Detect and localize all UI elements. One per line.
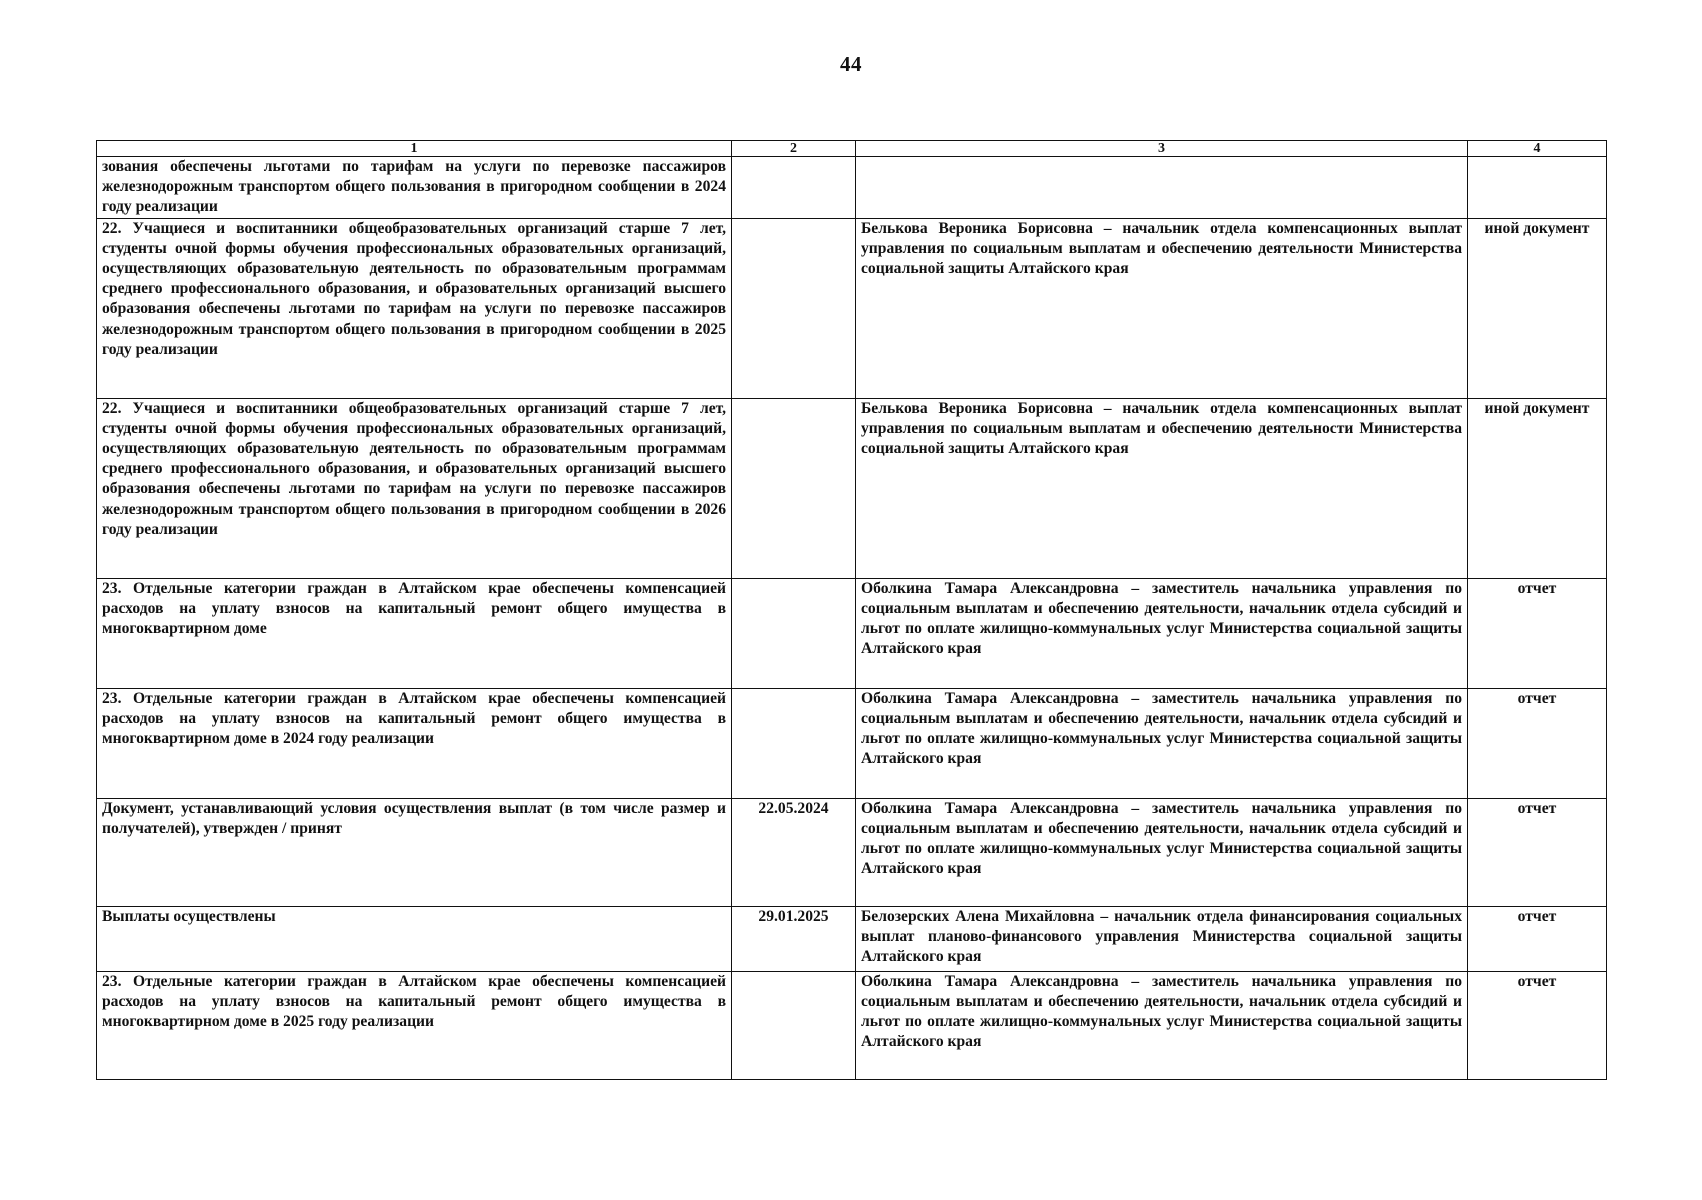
date-cell	[732, 971, 856, 1079]
responsible-cell: Оболкина Тамара Александровна – заместитель начальника управления по социальным выплатам и обеспечению деятельности, начальник отдела субсидий и льгот по оплате жилищно-коммунальных услуг Министерства социальной защиты Алтайского края	[856, 578, 1468, 688]
event-name-cell: 22. Учащиеся и воспитанники общеобразовательных организаций старше 7 лет, студенты очной формы обучения профессиональных образовательных организаций, осуществляющих образовательную деятельность по образовательным программам среднего профессионального образования, и образовательных организаций высшего образования обеспечены льготами по тарифам на услуги по перевозке пассажиров железнодорожным транспортом общего пользования в пригородном сообщении в 2025 году реализации	[97, 218, 732, 398]
table-row	[97, 398, 1607, 578]
document-type-cell	[1468, 157, 1607, 219]
date-cell: 22.05.2024	[732, 798, 856, 906]
document-table	[96, 140, 1607, 1080]
date-cell	[732, 398, 856, 578]
event-name-cell: 22. Учащиеся и воспитанники общеобразовательных организаций старше 7 лет, студенты очной формы обучения профессиональных образовательных организаций, осуществляющих образовательную деятельность по образовательным программам среднего профессионального образования, и образовательных организаций высшего образования обеспечены льготами по тарифам на услуги по перевозке пассажиров железнодорожным транспортом общего пользования в пригородном сообщении в 2026 году реализации	[97, 398, 732, 578]
event-name-cell: Документ, устанавливающий условия осуществления выплат (в том числе размер и получателей), утвержден / принят	[97, 798, 732, 906]
date-cell	[732, 578, 856, 688]
date-cell	[732, 688, 856, 798]
column-header-3: 3	[856, 141, 1468, 157]
table-row	[97, 688, 1607, 798]
responsible-cell	[856, 157, 1468, 219]
date-cell: 29.01.2025	[732, 906, 856, 971]
table-row	[97, 218, 1607, 398]
date-cell	[732, 218, 856, 398]
page-number: 44	[840, 52, 862, 76]
responsible-cell: Оболкина Тамара Александровна – заместитель начальника управления по социальным выплатам и обеспечению деятельности, начальник отдела субсидий и льгот по оплате жилищно-коммунальных услуг Министерства социальной защиты Алтайского края	[856, 971, 1468, 1079]
column-header-1: 1	[97, 141, 732, 157]
column-header-4: 4	[1468, 141, 1607, 157]
document-type-cell: отчет	[1468, 798, 1607, 906]
event-name-cell: Выплаты осуществлены	[97, 906, 732, 971]
document-type-cell: отчет	[1468, 578, 1607, 688]
event-name-cell: 23. Отдельные категории граждан в Алтайском крае обеспечены компенсацией расходов на уплату взносов на капитальный ремонт общего имущества в многоквартирном доме	[97, 578, 732, 688]
event-name-cell: 23. Отдельные категории граждан в Алтайском крае обеспечены компенсацией расходов на уплату взносов на капитальный ремонт общего имущества в многоквартирном доме в 2024 году реализации	[97, 688, 732, 798]
responsible-cell: Оболкина Тамара Александровна – заместитель начальника управления по социальным выплатам и обеспечению деятельности, начальник отдела субсидий и льгот по оплате жилищно-коммунальных услуг Министерства социальной защиты Алтайского края	[856, 688, 1468, 798]
document-type-cell: иной документ	[1468, 218, 1607, 398]
document-type-cell: отчет	[1468, 906, 1607, 971]
document-type-cell: отчет	[1468, 688, 1607, 798]
responsible-cell: Белозерских Алена Михайловна – начальник отдела финансирования социальных выплат планово-финансового управления Министерства социальной защиты Алтайского края	[856, 906, 1468, 971]
event-name-cell: 23. Отдельные категории граждан в Алтайском крае обеспечены компенсацией расходов на уплату взносов на капитальный ремонт общего имущества в многоквартирном доме в 2025 году реализации	[97, 971, 732, 1079]
column-header-2: 2	[732, 141, 856, 157]
responsible-cell: Белькова Вероника Борисовна – начальник отдела компенсационных выплат управления по социальным выплатам и обеспечению деятельности Министерства социальной защиты Алтайского края	[856, 218, 1468, 398]
table-row	[97, 906, 1607, 971]
table-header-row	[97, 141, 1607, 157]
document-type-cell: иной документ	[1468, 398, 1607, 578]
document-type-cell: отчет	[1468, 971, 1607, 1079]
table-row	[97, 971, 1607, 1079]
responsible-cell: Белькова Вероника Борисовна – начальник отдела компенсационных выплат управления по социальным выплатам и обеспечению деятельности Министерства социальной защиты Алтайского края	[856, 398, 1468, 578]
table-row	[97, 578, 1607, 688]
table-row	[97, 798, 1607, 906]
table-row	[97, 157, 1607, 219]
responsible-cell: Оболкина Тамара Александровна – заместитель начальника управления по социальным выплатам и обеспечению деятельности, начальник отдела субсидий и льгот по оплате жилищно-коммунальных услуг Министерства социальной защиты Алтайского края	[856, 798, 1468, 906]
date-cell	[732, 157, 856, 219]
event-name-cell: зования обеспечены льготами по тарифам на услуги по перевозке пассажиров железнодорожным транспортом общего пользования в пригородном сообщении в 2024 году реализации	[97, 157, 732, 219]
